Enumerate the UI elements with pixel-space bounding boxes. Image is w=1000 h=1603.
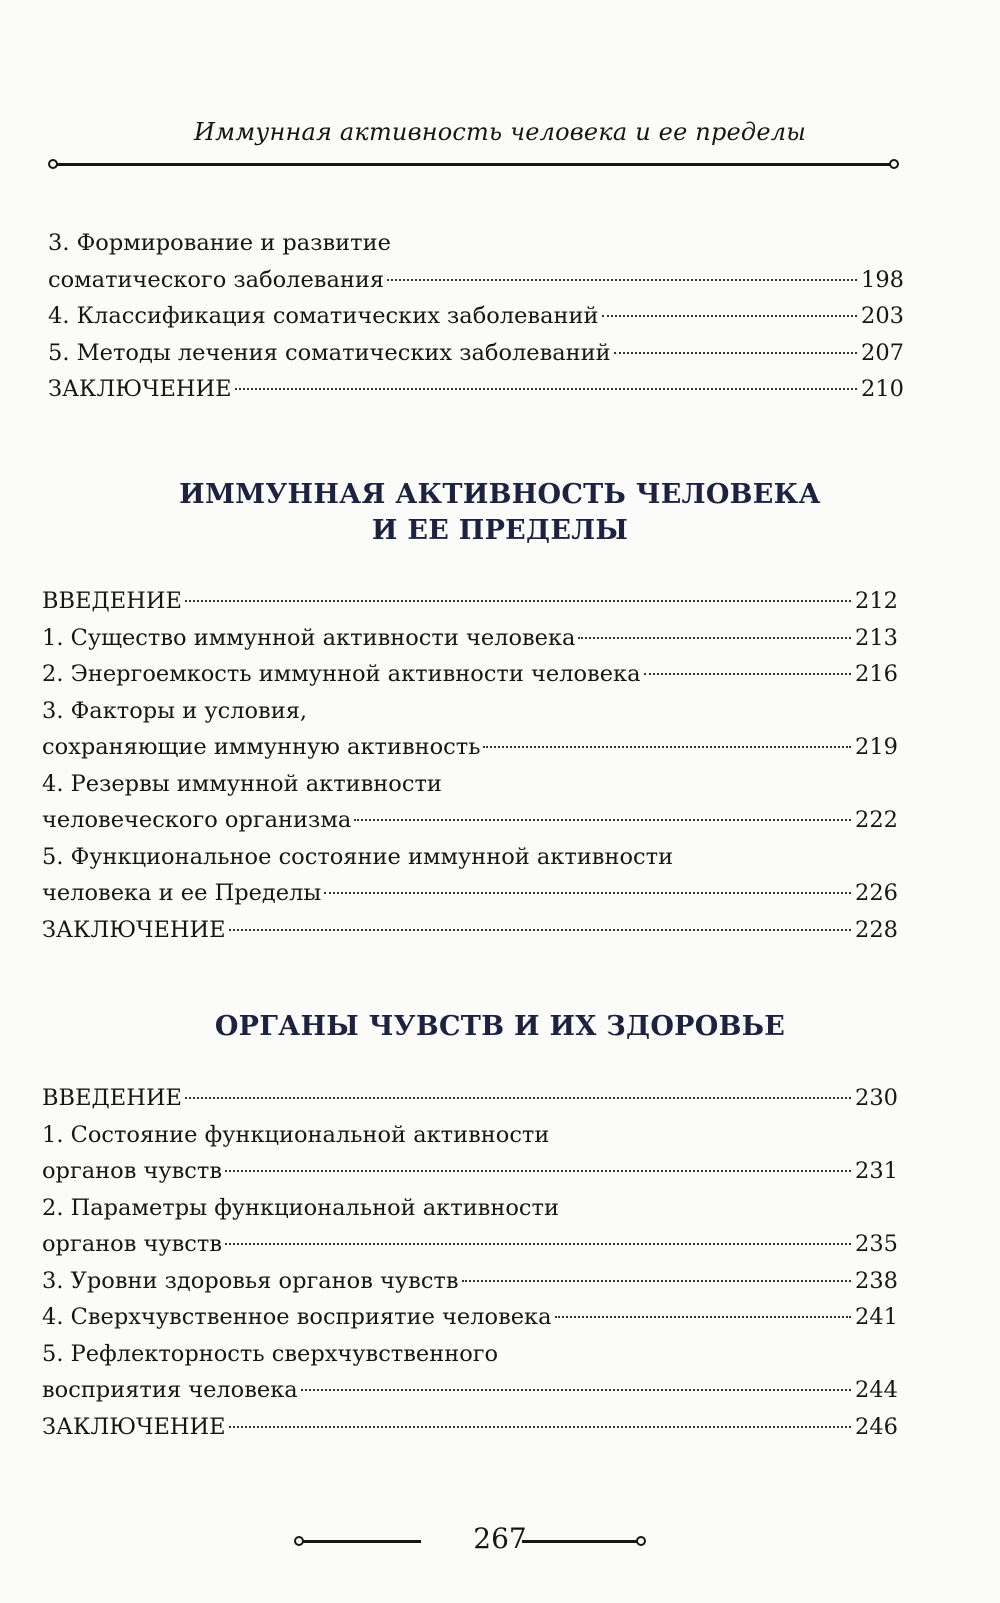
toc-entry-line: 2. Параметры функциональной активности xyxy=(42,1194,559,1221)
toc-entry xyxy=(42,1117,898,1190)
toc-entry-row xyxy=(42,1080,898,1117)
toc-entry-title: 5. Методы лечения соматических заболеваний xyxy=(48,339,611,366)
toc-entry xyxy=(48,371,904,408)
dot-leader xyxy=(354,819,851,821)
dot-leader xyxy=(387,279,857,281)
toc-entry xyxy=(42,583,898,620)
section-title-line2: И ЕЕ ПРЕДЕЛЫ xyxy=(371,515,629,546)
toc-entry-page: 226 xyxy=(855,880,898,906)
dot-leader xyxy=(185,1097,851,1099)
dot-leader xyxy=(462,1280,852,1282)
toc-entry-line: 3. Формирование и развитие xyxy=(48,230,391,256)
toc-senses-section xyxy=(42,1080,898,1445)
toc-entry-title: сохраняющие иммунную активность xyxy=(42,734,481,760)
toc-entry-row xyxy=(42,583,898,620)
toc-entry xyxy=(42,766,898,839)
toc-entry-line: 4. Резервы иммунной активности xyxy=(42,770,442,797)
toc-entry-page: 238 xyxy=(855,1267,898,1294)
dot-leader xyxy=(578,637,851,639)
toc-entry-title: ЗАКЛЮЧЕНИЕ xyxy=(42,1413,226,1440)
dot-leader xyxy=(614,352,857,354)
toc-entry-title: восприятия человека xyxy=(42,1377,298,1403)
toc-entry-title: ЗАКЛЮЧЕНИЕ xyxy=(48,376,232,402)
dot-leader xyxy=(555,1316,852,1318)
toc-entry-title: 4. Сверхчувственное восприятие человека xyxy=(42,1304,552,1330)
toc-entry-title: человеческого организма xyxy=(42,807,352,833)
toc-entry-title: ЗАКЛЮЧЕНИЕ xyxy=(42,916,226,943)
toc-entry-page: 207 xyxy=(861,339,904,366)
toc-entry xyxy=(42,656,898,693)
page-number: 267 xyxy=(473,1522,527,1555)
toc-entry xyxy=(42,620,898,657)
dot-leader xyxy=(225,1170,851,1172)
toc-entry-row xyxy=(42,729,898,766)
toc-entry-page: 231 xyxy=(855,1158,898,1184)
toc-entry-line: 5. Функциональное состояние иммунной активности xyxy=(42,843,674,870)
toc-entry xyxy=(48,225,904,298)
toc-entry xyxy=(42,693,898,766)
toc-entry-title: человека и ее Пределы xyxy=(42,880,322,906)
toc-entry-row xyxy=(48,298,904,335)
toc-entry-title: 4. Классификация соматических заболеваний xyxy=(48,303,599,329)
dot-leader xyxy=(602,315,858,317)
toc-entry xyxy=(42,1299,898,1336)
toc-entry-page: 222 xyxy=(855,807,898,833)
section-title-line1: ИММУННАЯ АКТИВНОСТЬ ЧЕЛОВЕКА xyxy=(179,479,821,510)
running-head: Иммунная активность человека и ее пределы xyxy=(194,118,806,146)
dot-leader xyxy=(185,600,851,602)
toc-entry-title: 3. Уровни здоровья органов чувств xyxy=(42,1267,459,1294)
toc-entry-page: 228 xyxy=(855,916,898,943)
toc-entry-row xyxy=(42,1263,898,1300)
toc-entry-row xyxy=(42,875,898,912)
toc-entry-page: 216 xyxy=(855,661,898,687)
toc-entry-row xyxy=(42,1372,898,1409)
toc-entry-page: 203 xyxy=(861,303,904,329)
toc-entry-line: 5. Рефлекторность сверхчувственного xyxy=(42,1340,499,1367)
toc-immune-section xyxy=(42,583,898,948)
toc-entry-page: 230 xyxy=(855,1085,898,1111)
toc-entry-line: 3. Факторы и условия, xyxy=(42,697,308,724)
toc-entry xyxy=(42,1080,898,1117)
toc-entry-row xyxy=(42,1299,898,1336)
toc-entry-page: 212 xyxy=(855,588,898,614)
toc-entry xyxy=(42,839,898,912)
toc-entry-title: органов чувств xyxy=(42,1158,223,1184)
toc-entry-row xyxy=(42,656,898,693)
toc-entry-title: 2. Энергоемкость иммунной активности человека xyxy=(42,661,641,687)
toc-entry-page: 246 xyxy=(855,1413,898,1440)
dot-leader xyxy=(301,1389,851,1391)
dot-leader xyxy=(324,892,851,894)
toc-entry-line: 1. Состояние функциональной активности xyxy=(42,1121,550,1148)
toc-entry-page: 210 xyxy=(861,376,904,402)
toc-entry xyxy=(48,298,904,335)
toc-entry xyxy=(42,912,898,949)
toc-entry-row xyxy=(42,912,898,949)
toc-entry xyxy=(42,1263,898,1300)
dot-leader xyxy=(229,1426,851,1428)
toc-entry-row xyxy=(48,262,904,299)
dot-leader xyxy=(483,746,851,748)
toc-entry-row xyxy=(48,335,904,372)
toc-entry-title: ВВЕДЕНИЕ xyxy=(42,588,182,614)
toc-entry-page: 235 xyxy=(855,1231,898,1257)
toc-entry-row xyxy=(42,620,898,657)
toc-entry-title: органов чувств xyxy=(42,1231,223,1257)
toc-entry-row xyxy=(42,802,898,839)
toc-entry xyxy=(42,1336,898,1409)
toc-entry-page: 213 xyxy=(855,624,898,651)
toc-entry-page: 219 xyxy=(855,734,898,760)
toc-entry-row xyxy=(42,1409,898,1446)
toc-entry-page: 244 xyxy=(855,1377,898,1403)
toc-entry-title: ВВЕДЕНИЕ xyxy=(42,1085,182,1111)
dot-leader xyxy=(225,1243,851,1245)
toc-entry xyxy=(48,335,904,372)
toc-entry-row xyxy=(42,1153,898,1190)
toc-entry-title: соматического заболевания xyxy=(48,266,385,293)
toc-entry xyxy=(42,1190,898,1263)
section-title-immune xyxy=(0,477,1000,549)
dot-leader xyxy=(229,929,851,931)
section-title-senses: ОРГАНЫ ЧУВСТВ И ИХ ЗДОРОВЬЕ xyxy=(214,1011,786,1042)
dot-leader xyxy=(644,673,852,675)
dot-leader xyxy=(235,388,857,390)
toc-entry-row xyxy=(48,371,904,408)
toc-entry-page: 198 xyxy=(861,266,904,293)
toc-entry xyxy=(42,1409,898,1446)
toc-entry-row xyxy=(42,1226,898,1263)
toc-entry-page: 241 xyxy=(855,1304,898,1330)
toc-top-section xyxy=(48,225,904,408)
toc-entry-title: 1. Существо иммунной активности человека xyxy=(42,624,576,651)
